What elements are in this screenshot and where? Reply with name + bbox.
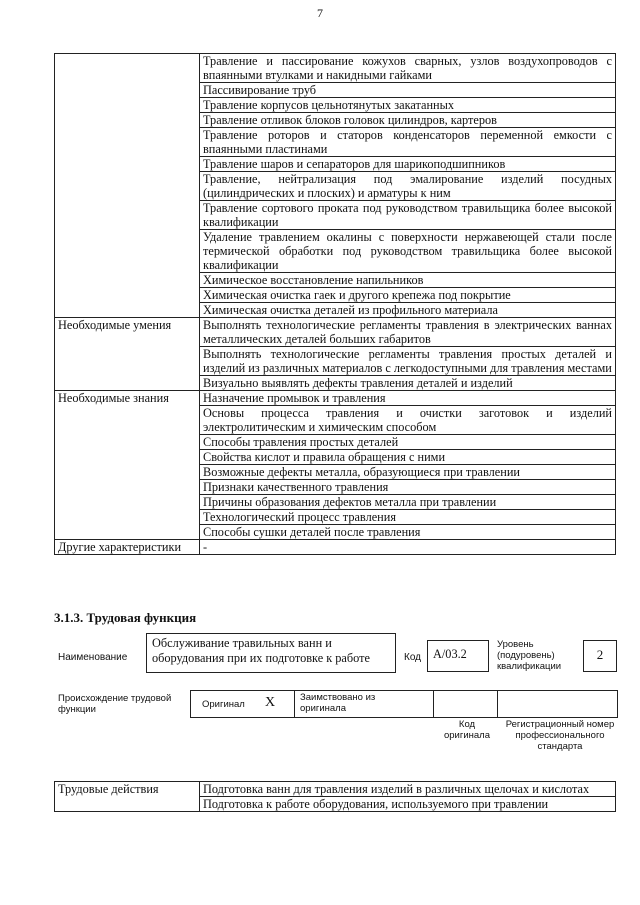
code-original-label: Код оригинала — [443, 719, 490, 741]
section-title: 3.1.3. Трудовая функция — [54, 610, 197, 625]
name-label: Наименование — [58, 652, 128, 663]
name-box — [146, 633, 396, 673]
level-value: 2 — [596, 647, 604, 662]
requirement-item: Назначение промывок и травления — [200, 391, 616, 406]
requirement-item: Способы травления простых деталей — [200, 435, 616, 450]
row-label — [55, 54, 200, 318]
code-label: Код — [404, 652, 422, 663]
requirement-item: Выполнять технологические регламенты травления простых деталей и изделий из различных материалов с легкодоступными для травления местами — [200, 347, 616, 376]
requirement-item: Травление роторов и статоров конденсаторов переменной емкости с впаянными пластинами — [200, 128, 616, 157]
origin-label: Происхождение трудовой функции — [58, 693, 172, 715]
function-name: Обслуживание травильных ванн и оборудования при их подготовке к работе — [152, 636, 370, 665]
requirement-item: Травление корпусов цельнотянутых закатанных — [200, 98, 616, 113]
requirement-item: Признаки качественного травления — [200, 480, 616, 495]
requirement-item: Травление сортового проката под руководством травильщика более высокой квалификации — [200, 201, 616, 230]
level-label: Уровень (подуровень) квалификации — [497, 639, 562, 672]
original-label: Оригинал — [202, 699, 245, 710]
requirement-item: Свойства кислот и правила обращения с ними — [200, 450, 616, 465]
code-box — [427, 640, 489, 672]
requirement-item: Химическая очистка гаек и другого крепежа под покрытие — [200, 288, 616, 303]
requirement-item: Пассивирование труб — [200, 83, 616, 98]
origin-divider — [497, 690, 498, 717]
origin-box — [190, 690, 618, 718]
reg-number-label: Регистрационный номер профессионального стандарта — [505, 719, 615, 752]
action-item: Подготовка ванн для травления изделий в различных щелочах и кислотах — [200, 782, 616, 797]
original-mark: X — [265, 695, 276, 710]
level-box — [583, 640, 617, 672]
requirement-item: Технологический процесс травления — [200, 510, 616, 525]
requirement-item: Травление и пассирование кожухов сварных, узлов воздухопроводов с впаянными втулками и накидными гайками — [200, 54, 616, 83]
other-value: - — [200, 540, 616, 555]
requirement-item: Химическое восстановление напильников — [200, 273, 616, 288]
row-label: Другие характеристики — [55, 540, 200, 555]
requirement-item: Травление шаров и сепараторов для шарикоподшипников — [200, 157, 616, 172]
requirement-item: Химическая очистка деталей из профильного материала — [200, 303, 616, 318]
origin-divider — [294, 690, 295, 717]
requirement-item: Травление, нейтрализация под эмалирование изделий посудных (цилиндрических и плоских) и арматуры к ним — [200, 172, 616, 201]
requirement-item: Основы процесса травления и очистки заготовок и изделий электролитическим и химическим способом — [200, 406, 616, 435]
requirement-item: Выполнять технологические регламенты травления в электрических ваннах металлических деталей больших габаритов — [200, 318, 616, 347]
origin-divider — [433, 690, 434, 717]
page-number: 7 — [317, 6, 323, 20]
borrowed-label: Заимствовано из оригинала — [300, 692, 376, 714]
action-item: Подготовка к работе оборудования, используемого при травлении — [200, 797, 616, 812]
row-label: Необходимые умения — [55, 318, 200, 391]
requirement-item: Визуально выявлять дефекты травления деталей и изделий — [200, 376, 616, 391]
requirement-item: Способы сушки деталей после травления — [200, 525, 616, 540]
requirement-item: Травление отливок блоков головок цилиндров, картеров — [200, 113, 616, 128]
row-label: Необходимые знания — [55, 391, 200, 540]
actions-label: Трудовые действия — [55, 782, 200, 812]
requirement-item: Возможные дефекты металла, образующиеся при травлении — [200, 465, 616, 480]
actions-table — [54, 781, 616, 812]
requirement-item: Причины образования дефектов металла при травлении — [200, 495, 616, 510]
code-value: A/03.2 — [433, 647, 467, 661]
requirements-table — [54, 53, 616, 555]
requirement-item: Удаление травлением окалины с поверхности нержавеющей стали после термической обработки под руководством травильщика более высокой квалификации — [200, 230, 616, 273]
